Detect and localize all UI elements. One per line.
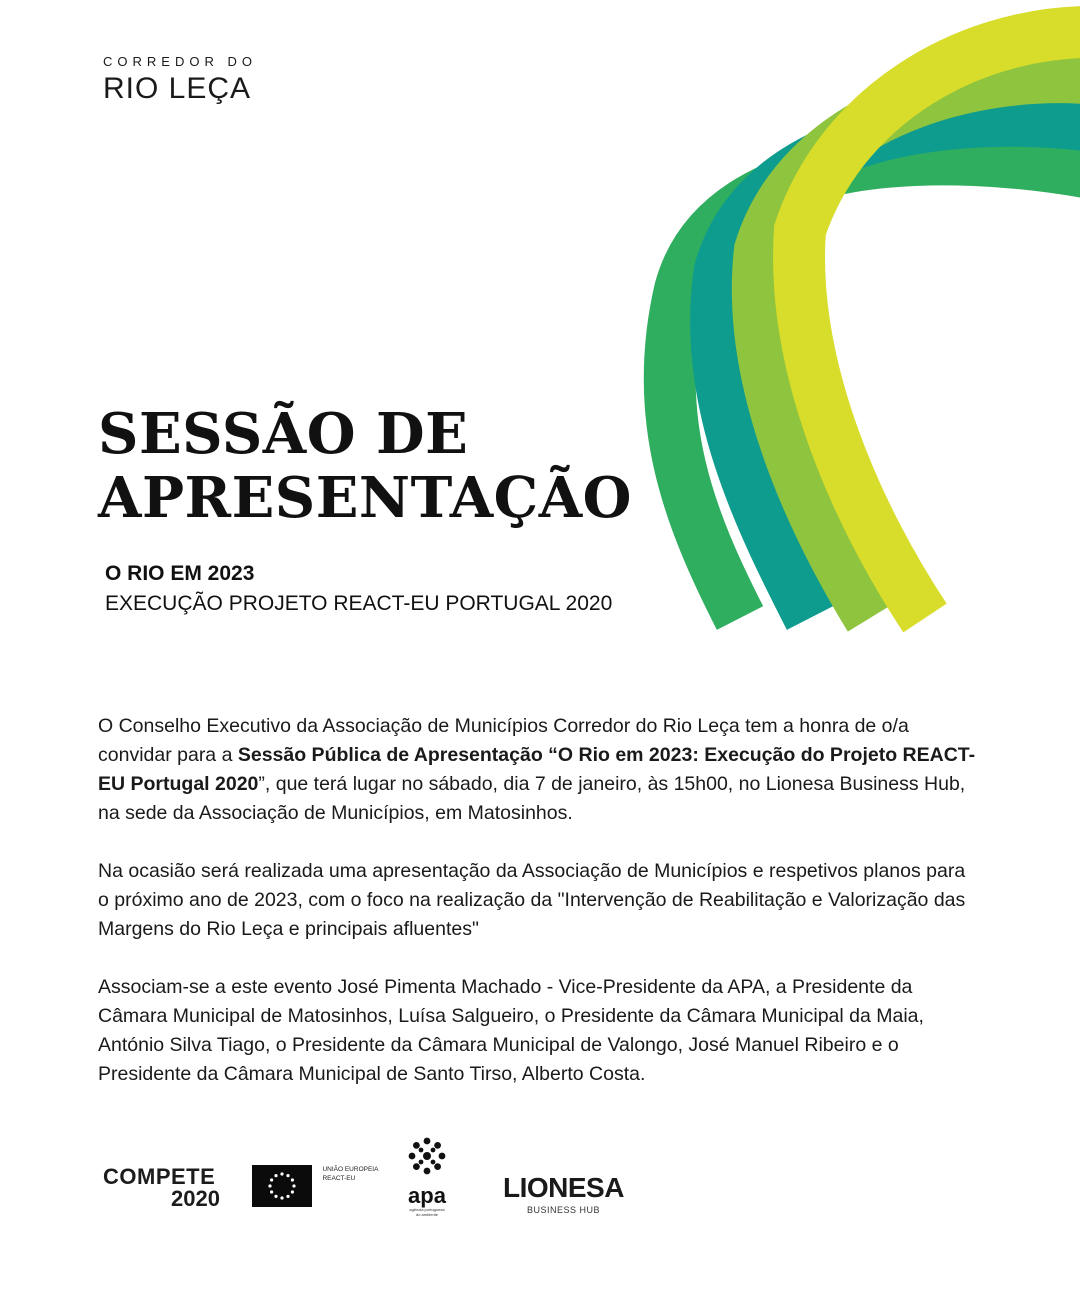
lionesa-subtitle: BUSINESS HUB xyxy=(526,1205,600,1215)
brand-small-text: CORREDOR DO xyxy=(103,54,257,69)
apa-symbol-icon xyxy=(404,1134,450,1178)
subtitle-line-2: EXECUÇÃO PROJETO REACT-EU PORTUGAL 2020 xyxy=(105,592,613,615)
compete-year: 2020 xyxy=(171,1186,220,1211)
apa-tiny-line-2: do ambiente xyxy=(415,1212,438,1217)
eu-flag-icon xyxy=(252,1165,312,1207)
paragraph-1 xyxy=(98,712,978,828)
compete-2020-logo xyxy=(103,1166,220,1210)
title-line-2: APRESENTAÇÃO xyxy=(98,465,632,531)
page-title xyxy=(98,402,632,530)
eu-text xyxy=(322,1165,378,1183)
apa-logo xyxy=(400,1134,454,1217)
invitation-text xyxy=(98,712,978,1118)
apa-label: apa xyxy=(408,1183,446,1208)
eu-text-line-2: REACT-EU xyxy=(322,1175,356,1182)
paragraph-2: Na ocasião será realizada uma apresentação da Associação de Municípios e respetivos planos para o próximo ano de 2023, com o foco na realização da "Intervenção de Reabilitação e Valorização das Margens do Rio Leça e principais afluentes" xyxy=(98,860,966,940)
paragraph-1-intro: O Conselho Executivo da Associação de Municípios Corredor do Rio Leça tem a honra de o/a convidar para a xyxy=(98,715,909,766)
paragraph-1-details: ”, que terá lugar no sábado, dia 7 de janeiro, às 15h00, no Lionesa Business Hub, na sede da Associação de Municípios, em Matosinhos. xyxy=(98,773,966,824)
brand-logo xyxy=(103,54,257,106)
compete-text: COMPETE xyxy=(103,1164,216,1189)
brand-big-text: RIO LEÇA xyxy=(103,72,252,105)
sponsor-logos xyxy=(0,1130,1080,1230)
lionesa-name: LIONESA xyxy=(503,1172,624,1203)
subtitle-line-1: O RIO EM 2023 xyxy=(105,562,255,585)
title-line-1: SESSÃO DE xyxy=(98,401,469,467)
paragraph-3: Associam-se a este evento José Pimenta Machado - Vice-Presidente da APA, a Presidente da Câmara Municipal de Matosinhos, Luísa Salgueiro, o Presidente da Câmara Municipal da Maia, António Silva Tiago, o Presidente da Câmara Municipal de Valongo, José Manuel Ribeiro e o Presidente da Câmara Municipal de Santo Tirso, Alberto Costa. xyxy=(98,976,924,1085)
eu-react-logo xyxy=(252,1165,378,1207)
lionesa-logo xyxy=(503,1174,624,1216)
apa-tiny-line-1: agência portuguesa xyxy=(409,1207,445,1212)
eu-text-line-1: UNIÃO EUROPEIA xyxy=(322,1166,379,1173)
paragraph-1-event-name: Sessão Pública de Apresentação “O Rio em 2023: Execução do Projeto REACT-EU Portugal 2020 xyxy=(98,744,976,795)
